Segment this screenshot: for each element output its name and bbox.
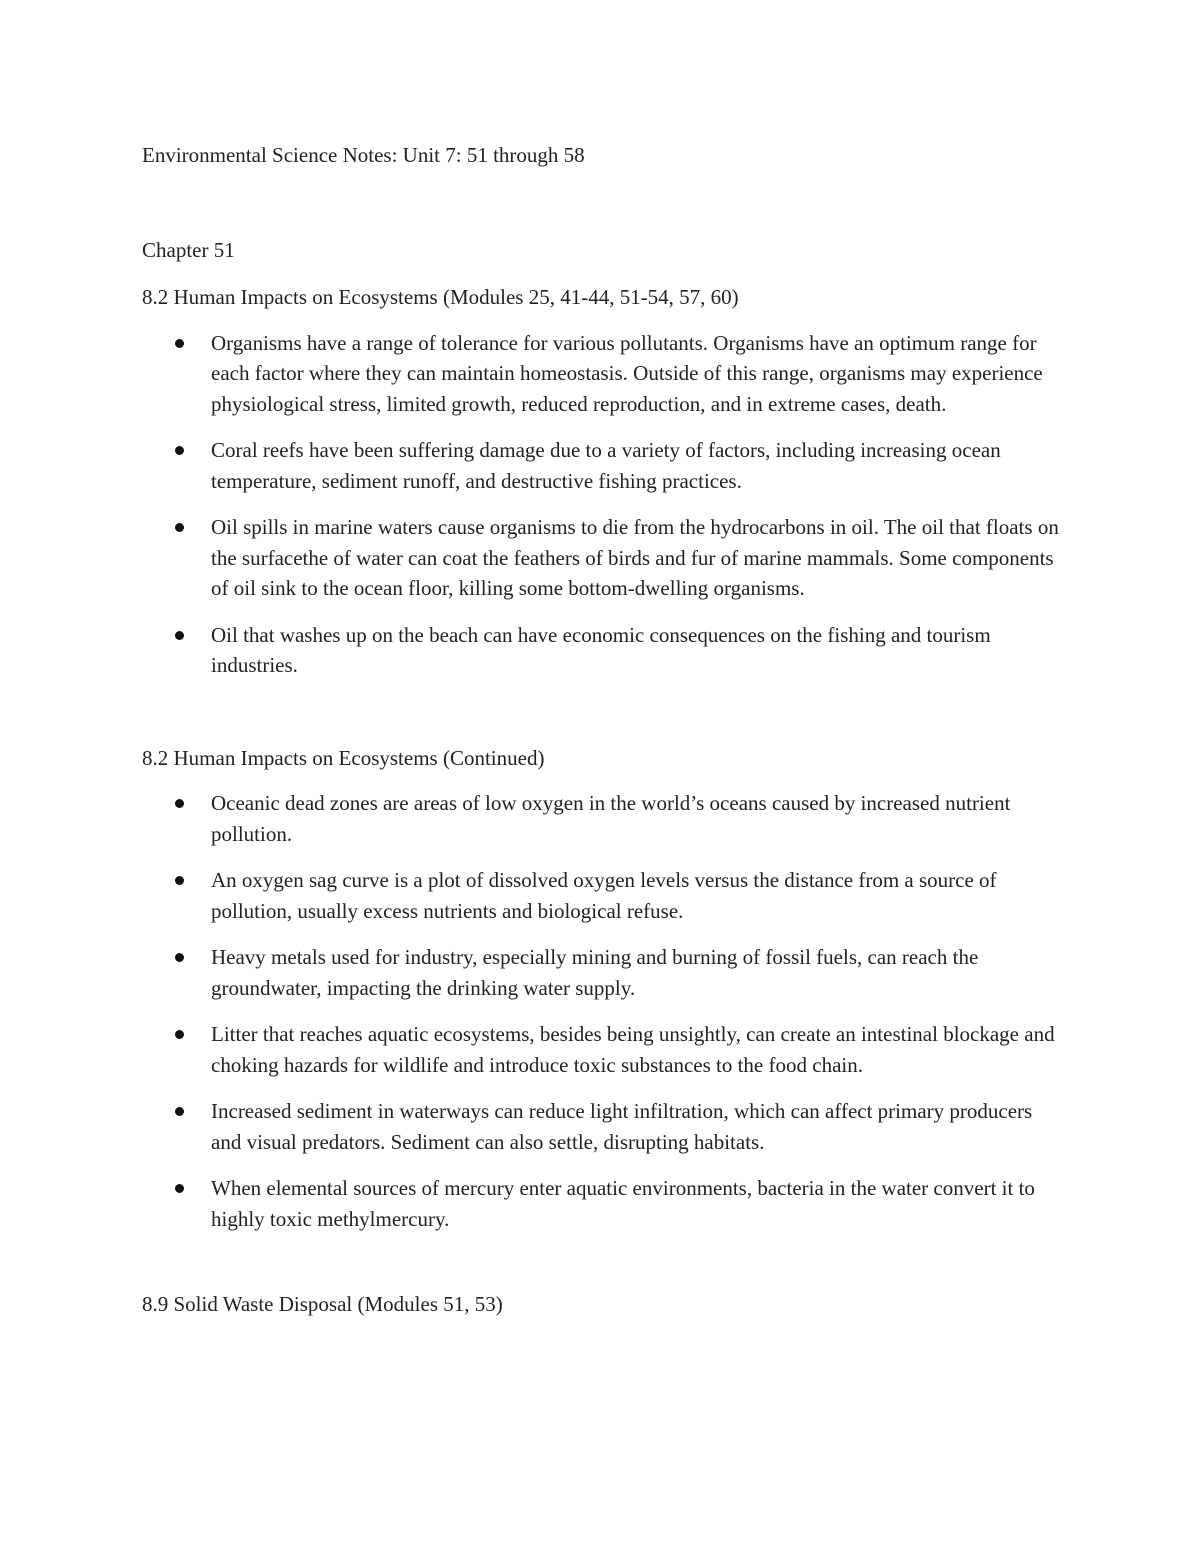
bullet-icon [175,1030,184,1039]
bullet-icon [175,953,184,962]
bullet-icon [175,1107,184,1116]
list-item [142,1019,1062,1080]
section-heading: 8.2 Human Impacts on Ecosystems (Modules 25, 41-44, 51-54, 57, 60) [142,285,739,309]
list-item [142,1173,1062,1234]
bullet-icon [175,631,184,640]
section-heading: 8.9 Solid Waste Disposal (Modules 51, 53) [142,1292,503,1316]
list-item-text: Coral reefs have been suffering damage due to a variety of factors, including increasing ocean temperature, sediment runoff, and destructive fishing practices. [211,438,1001,493]
document-title: Environmental Science Notes: Unit 7: 51 through 58 [142,143,585,167]
list-item [142,620,1062,681]
list-item [142,942,1062,1003]
list-item-text: An oxygen sag curve is a plot of dissolved oxygen levels versus the distance from a source of pollution, usually excess nutrients and biological refuse. [211,868,997,923]
chapter-heading: Chapter 51 [142,237,235,262]
section-heading: 8.2 Human Impacts on Ecosystems (Continued) [142,745,545,770]
list-item-text: Litter that reaches aquatic ecosystems, besides being unsightly, can create an intestinal blockage and choking hazards for wildlife and introduce toxic substances to the food chain. [211,1022,1055,1077]
list-item [142,512,1062,604]
list-item [142,788,1062,849]
bullet-icon [175,876,184,885]
bullet-icon [175,339,184,348]
bullet-list [142,788,1062,1234]
list-item-text: Increased sediment in waterways can reduce light infiltration, which can affect primary producers and visual predators. Sediment can also settle, disrupting habitats. [211,1099,1033,1154]
list-item [142,328,1062,420]
bullet-icon [175,446,184,455]
list-item-text: Oceanic dead zones are areas of low oxygen in the world’s oceans caused by increased nutrient pollution. [211,791,1011,846]
list-item-text: Oil that washes up on the beach can have economic consequences on the fishing and tourism industries. [211,622,991,677]
bullet-icon [175,799,184,808]
bullet-icon [175,1184,184,1193]
list-item-text: Heavy metals used for industry, especially mining and burning of fossil fuels, can reach the groundwater, impacting the drinking water supply. [211,945,979,1000]
list-item [142,435,1062,496]
list-item-text: Organisms have a range of tolerance for various pollutants. Organisms have an optimum range for each factor where they can maintain homeostasis. Outside of this range, organisms may experience physiological stress, limited growth, reduced reproduction, and in extreme cases, death. [211,330,1043,416]
bullet-icon [175,523,184,532]
list-item-text: When elemental sources of mercury enter aquatic environments, bacteria in the water convert it to highly toxic methylmercury. [211,1176,1035,1231]
document-page [142,140,1062,1320]
list-item [142,1096,1062,1157]
list-item-text: Oil spills in marine waters cause organisms to die from the hydrocarbons in oil. The oil that floats on the surfacethe of water can coat the feathers of birds and fur of marine mammals. Some components of oil sink to the ocean floor, killing some bottom-dwelling organisms. [211,515,1059,600]
bullet-list [142,328,1062,681]
list-item [142,865,1062,926]
